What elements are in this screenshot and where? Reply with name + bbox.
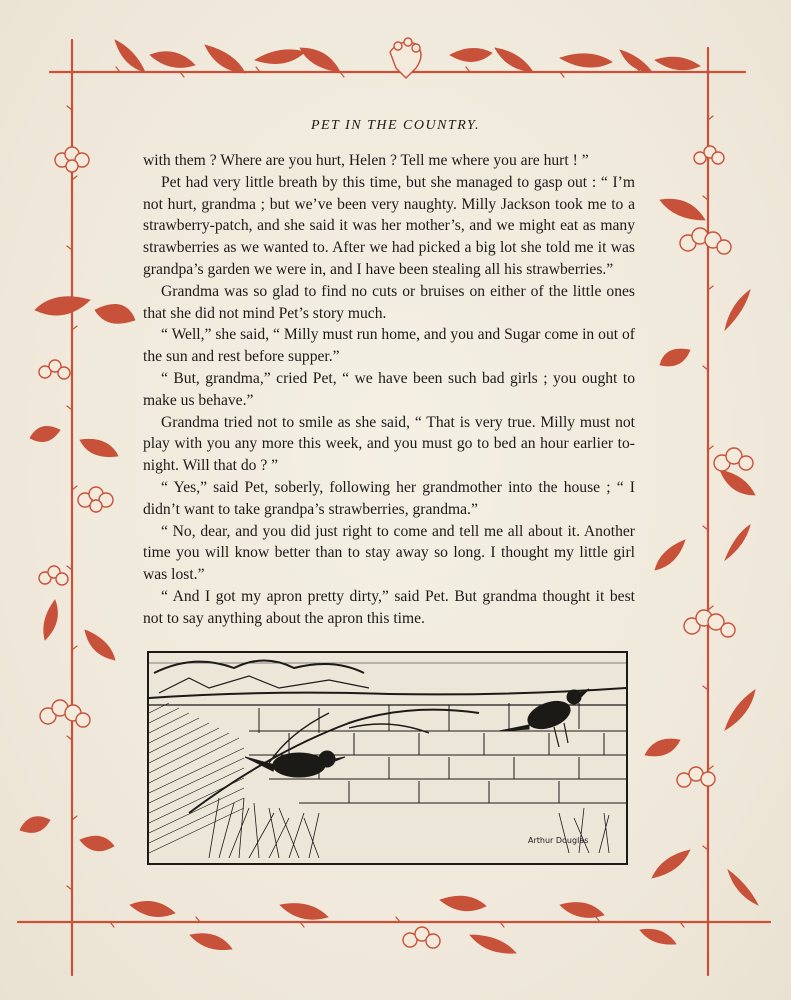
paragraph-7: “ Yes,” said Pet, soberly, following her grandmother into the house ; “ I didn’t want to take grandpa’s strawberries, grandma.” (143, 478, 635, 518)
grass-tuft (209, 798, 609, 858)
blossom-left-3 (78, 487, 113, 512)
blossom-right-5 (677, 767, 715, 787)
running-title: PET IN THE COUNTRY. (310, 118, 481, 133)
illustration-birds-on-wall (147, 651, 628, 865)
blossom-right-4 (684, 610, 735, 637)
blossom-left-2 (39, 360, 70, 379)
blossom-bottom (403, 927, 440, 948)
top-foliage (149, 661, 626, 694)
paragraph-1: with them ? Where are you hurt, Helen ? Tell me where you are hurt ! ” (143, 152, 589, 169)
wall-top (149, 688, 626, 698)
blossom-left-4 (39, 566, 68, 585)
blossom-right-3 (714, 448, 753, 471)
paragraph-9: “ And I got my apron pretty dirty,” said Pet. But grandma thought it best not to say anything about the apron this time. (143, 587, 635, 627)
bird-right (499, 689, 589, 747)
paragraph-4: “ Well,” she said, “ Milly must run home, and you and Sugar come in out of the sun and rest before supper.” (143, 326, 635, 366)
artist-signature: Arthur Douglas (528, 836, 589, 845)
blossom-left-1 (55, 147, 89, 172)
blossom-right-2 (680, 228, 731, 254)
paragraph-2: Pet had very little breath by this time, but she managed to gasp out : “ I’m not hurt, grandma ; but we’ve been very naughty. Milly Jackson took me to a strawberry-patch, and she said it was her mother’s, and we might eat as many strawberries as we wanted to. After we had picked a big lot she told me it was grandpa’s garden we were in, and I have been stealing all his strawberries.” (143, 173, 635, 278)
paragraph-6: Grandma tried not to smile as she said, “ That is very true. Milly must not play with you any more this week, and you must go to bed an hour earlier to-night. Will that do ? ” (143, 413, 635, 475)
paragraph-8: “ No, dear, and you did just right to come and tell me all about it. Another time you will know better than to stay away so long. I thought my little girl was lost.” (143, 522, 635, 584)
paragraph-5: “ But, grandma,” cried Pet, “ we have been such bad girls ; you ought to make us behave.” (143, 369, 635, 409)
blossom-left-5 (40, 700, 90, 727)
body-text (143, 150, 635, 630)
paragraph-3: Grandma was so glad to find no cuts or bruises on either of the little ones that she did not mind Pet’s story much. (143, 282, 635, 322)
